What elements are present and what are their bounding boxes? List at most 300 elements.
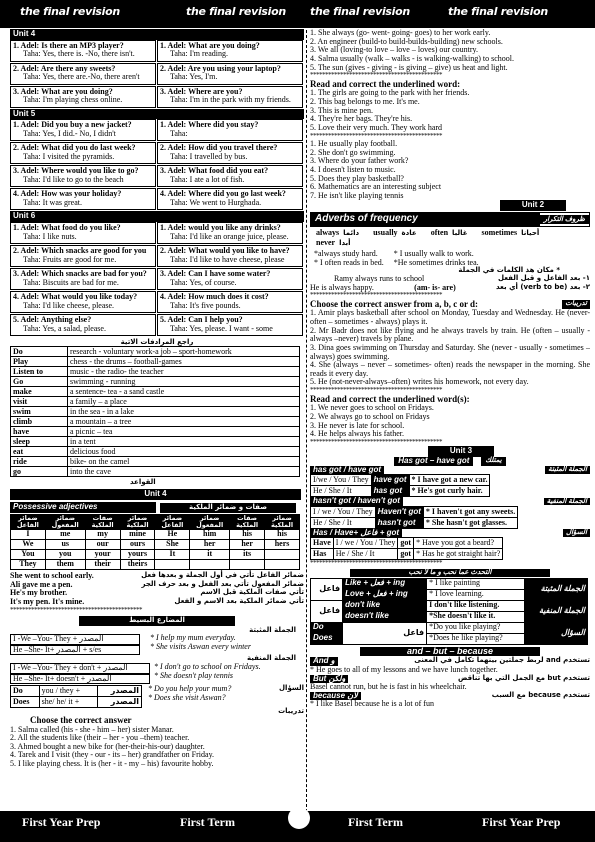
cell: I / we / You / They: [333, 538, 398, 549]
possessive-title-ar: صفات و ضمائر الملكية: [160, 503, 296, 513]
pronoun-cell: us: [45, 540, 85, 550]
table-header: ضمائر الفاعل: [155, 515, 190, 530]
rule-ar: تأتي صفات الملكية قبل الاسم: [200, 588, 304, 597]
exercise-item: 1. He usually play football.: [310, 139, 398, 149]
dialog-question: 2. Adel: Are there any sweets?: [13, 63, 116, 73]
exercise-item: 2. This bag belongs to me. It's me.: [310, 97, 420, 107]
verb-row: [11, 377, 300, 387]
table-header: ضمائر المفعول: [190, 515, 230, 530]
cell: has got: [371, 486, 409, 497]
pronoun-cell: She: [155, 540, 190, 550]
dialog-answer: Taha: We went to Hurghada.: [170, 197, 262, 207]
dialog-box: [10, 40, 156, 62]
conj-label: But ولكن: [310, 675, 348, 684]
footer-label: First Term: [348, 815, 403, 829]
cell: you / they +: [39, 686, 97, 697]
verb-cell: Do: [11, 347, 68, 357]
rule-head: hasn't got / haven't got: [310, 497, 403, 506]
dialog-answer: Taha: It's five pounds.: [170, 300, 241, 310]
question-label: السؤال: [563, 529, 590, 537]
exercise-item: 4. I doesn't listen to music.: [310, 164, 396, 174]
dialog-row: [10, 314, 304, 337]
dialog-answer: Taha: I visited the pyramids.: [23, 151, 115, 161]
cell: السؤال: [524, 622, 587, 644]
dialog-answer: Taha: Biscuits are bad for me.: [23, 277, 119, 287]
exercise-list: [310, 29, 590, 72]
collocation-cell: in the sea - in a lake: [68, 407, 300, 417]
dialog-question: 2. Adel: What did you do last week?: [13, 143, 136, 153]
example: It's my pen. It's mine.: [10, 596, 85, 606]
example: *always study hard.: [314, 249, 378, 259]
dialog-answer: Taha: I like nuts.: [23, 231, 77, 241]
dialog-box: [10, 268, 156, 290]
exercise-item: 7. He isn't like playing tennis: [310, 190, 404, 200]
dialog-answer: Taha: Yes, please. I want - some: [170, 323, 273, 333]
has-got-question-table: [310, 537, 503, 560]
dialog-row: [10, 40, 304, 63]
verb-row: [11, 457, 300, 467]
dialog-question: 4. Adel: How was your holiday?: [13, 189, 122, 199]
cell: don't like: [343, 600, 427, 611]
cell: He / She / It: [333, 549, 398, 560]
divider-stars: ********************************************: [310, 438, 442, 446]
rule-line: He –She- It+ doesn't + المصدر: [10, 674, 150, 685]
cell: المصدر: [97, 686, 141, 697]
dialog-box: [157, 268, 303, 290]
verbs-title: راجع المرادفات الاتية: [120, 337, 194, 346]
conj-label: because لان: [310, 692, 361, 701]
pronoun-cell: him: [190, 530, 230, 540]
present-simple-title: المضارع البسيط: [79, 616, 235, 626]
conj-rule: تستخدم but مع الجمل التي بها تناقض: [457, 673, 590, 682]
verb-row: [11, 427, 300, 437]
dialog-question: 5. Adel: Can I help you?: [160, 314, 243, 324]
verb-row: [11, 367, 300, 377]
cell: doesn't like: [343, 611, 427, 622]
has-got-affirm-table: [310, 474, 490, 497]
dialog-question: 3. Adel: Can I have some water?: [160, 268, 271, 278]
dialog-box: [10, 142, 156, 164]
pronoun-cell: her: [190, 540, 230, 550]
dialog-answer: Taha: I'd like to have cheese, please: [170, 254, 285, 264]
adverbs-list: [310, 227, 590, 250]
cell: she/ he/ it +: [39, 697, 97, 708]
conj-label: And و: [310, 657, 338, 666]
verb-row: [11, 347, 300, 357]
unit-label: Unit 6: [10, 211, 304, 222]
cell: * She hasn't got glasses.: [423, 517, 517, 528]
pronoun-cell: It: [155, 550, 190, 560]
conj-title: and – but – because: [360, 647, 540, 657]
rule-line: I -We –You- They + don't + المصدر: [10, 663, 150, 674]
divider-stars: ********************************************: [310, 132, 442, 140]
unit-label: Unit 3: [428, 446, 494, 457]
exercise-item: 3. This is mine pen.: [310, 105, 373, 115]
pronoun-cell: its: [230, 550, 265, 560]
adverb: never: [316, 238, 336, 248]
example: * I usually walk to work.: [393, 249, 474, 259]
exercise-item: 3. We all (loving-to love – love – loves) our country.: [310, 45, 478, 55]
exercise-item: 6. Mathematics are an interesting subject: [310, 182, 442, 192]
cell: *She doesn't like it.: [427, 611, 525, 622]
dialog-box: [10, 222, 156, 244]
example: * I often reads in bed.: [314, 257, 384, 267]
example: * Do you help your mum?: [148, 684, 232, 694]
has-got-title-ar: يمتلك: [481, 457, 505, 466]
dialog-box: [157, 245, 303, 267]
header-title: the final revision: [448, 5, 548, 18]
dialog-row: [10, 165, 304, 188]
exercise-item: 2. All the students like (their – her - you –them) teacher.: [10, 733, 190, 743]
cell: الجملة المثبتة: [524, 578, 587, 600]
dialog-answer: Taha: I ate a lot of fish.: [170, 174, 245, 184]
dialog-question: 1. Adel: What are you doing?: [160, 40, 260, 50]
example: * I help my mum everyday.: [150, 633, 236, 643]
collocation-cell: research - voluntary work-a job – sport-homework: [68, 347, 300, 357]
pronoun-cell: them: [45, 560, 85, 570]
example: Basel cannot run, but he is fast in his wheelchair.: [310, 682, 467, 692]
example: * I don't go to school on Fridays.: [154, 662, 261, 672]
adverbs-title-ar: ظروف التكرار: [540, 215, 589, 225]
dialog-answer: Taha: Yes, of course.: [170, 277, 237, 287]
rule-example: He is always happy.: [310, 282, 374, 292]
verb-cell: have: [11, 427, 68, 437]
conj-rule: تستخدم and لربط جملتين بينهما تكامل في المعنى: [414, 656, 590, 665]
table-header: صفات الملكية: [85, 515, 120, 530]
cell: got: [398, 549, 414, 560]
rule-ar: تأتي ضمائر الملكية بعد الاسم و الفعل: [174, 596, 304, 605]
cell: Has: [311, 549, 334, 560]
dialog-question: 3. Adel: What are you doing?: [13, 86, 113, 96]
collocation-cell: chess - the drums – football-games: [68, 357, 300, 367]
unit-label: Unit 4: [10, 29, 304, 40]
exercise-item: 1. She always (go- went- going- goes) to her work early.: [310, 29, 491, 37]
affirm-label: الجملة المثبتة: [545, 466, 590, 474]
cell: Does: [11, 697, 40, 708]
header-title: the final revision: [186, 5, 286, 18]
dialog-answer: Taha: I'm in the park with my friends.: [170, 95, 291, 105]
dialog-box: [10, 86, 156, 108]
rule-ar: ضمائر الفاعل تأتي في أول الجملة و بعدها فعل: [141, 571, 304, 580]
table-header: صفات الملكية: [230, 515, 265, 530]
dialog-box: [157, 314, 303, 336]
divider-stars: ********************************************: [310, 387, 442, 395]
dialog-box: [157, 86, 303, 108]
dialog-box: [10, 188, 156, 210]
verb-cell: sleep: [11, 437, 68, 447]
cell: I / we / You / They: [311, 506, 376, 517]
dialog-question: 2. Adel: How did you travel there?: [160, 143, 278, 153]
verb-cell: go: [11, 467, 68, 477]
verb-cell: climb: [11, 417, 68, 427]
rule-line: I -We –You- They + المصدر: [10, 634, 140, 645]
exercise-list: [310, 140, 590, 200]
adverb-item: [373, 229, 417, 238]
dialog-question: 1. Adel: Did you buy a new jacket?: [13, 120, 132, 130]
unit-label: Unit 2: [500, 200, 566, 211]
cell: * Have you got a beard?: [414, 538, 503, 549]
verb-cell: Listen to: [11, 367, 68, 377]
exercise-item: 2. Mr Badr does not like flying and he always travels by train. He (often – usually - always –never) travels by plane.: [310, 325, 590, 344]
dialog-box: [10, 245, 156, 267]
pronoun-cell: your: [85, 550, 120, 560]
pronouns-table: [10, 514, 300, 570]
rule-head: Has / Have+ فاعل + got: [310, 529, 402, 538]
verb-cell: swim: [11, 407, 68, 417]
collocation-cell: a mountain – a tree: [68, 417, 300, 427]
likes-table: [310, 578, 588, 645]
left-column: [10, 29, 304, 809]
dialog-answer: Taha: It was great.: [23, 197, 82, 207]
pronoun-cell: We: [11, 540, 46, 550]
example-row: [10, 598, 304, 607]
example: * She visits Aswan every winter: [150, 641, 251, 651]
pronoun-row: [11, 560, 300, 570]
pronoun-cell: [190, 560, 230, 570]
exercise-item: 3. Ahmed bought a new bike for (her-their-his-our) daughter.: [10, 741, 205, 751]
cell: Have: [311, 538, 334, 549]
cell: * Has he got straight hair?: [414, 549, 503, 560]
rule-head: has got / have got: [310, 466, 384, 475]
exercise-list: [310, 309, 590, 387]
verb-row: [11, 417, 300, 427]
dialog-question: 1. Adel: would you like any drinks?: [160, 222, 281, 232]
exercise-item: 4. She (always – never – sometimes- often) reads the newspaper in the morning. She reads it every day.: [310, 360, 590, 378]
exercise-item: 2. An engineer (build-to build-builds-building) new schools.: [310, 36, 503, 46]
cell: * He's got curly hair.: [409, 486, 490, 497]
adverb: always: [316, 227, 340, 237]
rule-title: * مكان هذ الكلمات في الجملة: [458, 266, 560, 275]
exercise-item: 2. She don't go swimming.: [310, 147, 396, 157]
dialog-question: 1. Adel: Where did you stay?: [160, 120, 259, 130]
exercise-item: 1. The girls are going to the park with her friends.: [310, 88, 470, 98]
affirm-label: الجملة المثبتة: [249, 625, 296, 634]
pronoun-cell: They: [11, 560, 46, 570]
section-title: Read and correct the underlined word(s):: [310, 393, 470, 404]
dialog-answer: Taha: I'd like an orange juice, please.: [170, 231, 289, 241]
exercise-item: 5. I like playing chess. It is (her - it - my – his) favourite hobby.: [10, 759, 214, 769]
adverb-ar: عادة: [401, 228, 417, 237]
example: * She doesn't play tennis: [154, 670, 234, 680]
unit-dialogs: [10, 29, 304, 337]
question-table: [10, 685, 142, 708]
dialog-row: [10, 245, 304, 268]
dialog-row: [10, 142, 304, 165]
adverb-ar: أحيانا: [521, 228, 540, 237]
collocation-cell: a sentence- tea - a sand castle: [68, 387, 300, 397]
adverb: sometimes: [481, 227, 518, 237]
dialog-row: [10, 268, 304, 291]
cell: Love + فعل + ing: [343, 589, 427, 600]
table-header: ضمائر المفعول: [45, 515, 85, 530]
verb-row: [11, 357, 300, 367]
dialog-box: [157, 188, 303, 210]
exercise-item: 3. Dina goes swimming on Thursday and Saturday. She (never - usually - sometimes – always) goes swimming.: [310, 342, 590, 361]
exercise-list: [310, 404, 590, 439]
pronoun-cell: He: [155, 530, 190, 540]
exercise-item: 3. He never is late for school.: [310, 420, 405, 430]
dialog-question: 2. Adel: Which snacks are good for you: [13, 245, 147, 255]
verb-row: [11, 447, 300, 457]
dialog-box: [10, 314, 156, 336]
unit-label: Unit 4: [10, 489, 301, 500]
dialog-row: [10, 188, 304, 211]
dialog-question: 4. Adel: Where did you go last week?: [160, 189, 286, 199]
dialog-answer: Taha: I'm playing chess online.: [23, 95, 123, 105]
example: * I like Basel because he is a lot of fun: [310, 699, 434, 709]
pronoun-cell: their: [85, 560, 120, 570]
divider-stars: ********************************************: [310, 72, 442, 80]
table-header: ضمائر الفاعل: [11, 515, 46, 530]
example: Ali gave me a pen.: [10, 579, 73, 589]
section-title: Read and correct the underlined word:: [310, 78, 461, 89]
pronoun-cell: my: [85, 530, 120, 540]
dialog-answer: Taha: Yes, there is. -No, there isn't.: [23, 49, 135, 59]
cell: *Does he like playing?: [427, 633, 525, 644]
cell: Does: [311, 633, 343, 644]
rule-ar: ٢- بعد (verb to be) أي بعد: [496, 283, 590, 292]
dialog-box: [10, 63, 156, 85]
dialog-box: [157, 142, 303, 164]
verbs-table: [10, 346, 300, 477]
cell: فاعل: [311, 600, 343, 622]
adverb-ar: دائما: [343, 228, 360, 237]
cell: * I have got a new car.: [409, 475, 490, 486]
verb-row: [11, 397, 300, 407]
dialog-question: 2. Adel: Are you using your laptop?: [160, 63, 281, 73]
dialog-answer: Taha: Yes, I'm.: [170, 72, 218, 82]
adverb-item: [482, 229, 540, 238]
collocation-cell: into the cave: [68, 467, 300, 477]
divider-stars: ********************************************: [310, 292, 442, 300]
adverb-item: [316, 229, 359, 238]
table-header: ضمائر الملكية: [120, 515, 155, 530]
rule-line: He –She- It+ المصدر + s/es: [10, 645, 140, 656]
verb-cell: eat: [11, 447, 68, 457]
dialog-box: [157, 40, 303, 62]
exercise-item: 5. The sun (gives - giving - is giving – give) us heat and light.: [310, 62, 508, 72]
dialog-box: [10, 291, 156, 313]
adverb-item: [316, 239, 351, 248]
cell: Like + فعل + ing: [343, 578, 427, 589]
pronoun-cell: [265, 550, 300, 560]
dialog-answer: Taha: I'm reading.: [170, 49, 228, 59]
choose-title: Choose the correct answer: [30, 714, 132, 725]
pronoun-cell: her: [230, 540, 265, 550]
dialog-question: 1. Adel: Is there an MP3 player?: [13, 40, 124, 50]
dialog-box: [10, 165, 156, 187]
verb-row: [11, 407, 300, 417]
dialog-question: 3. Adel: What food did you eat?: [160, 166, 269, 176]
dialog-row: [10, 291, 304, 314]
cell: I/we / You / They: [311, 475, 372, 486]
dialog-question: 4. Adel: What would you like today?: [13, 291, 138, 301]
header-title: the final revision: [20, 5, 120, 18]
dialog-box: [157, 63, 303, 85]
exercise-item: 1. Salma called (his - she - him – her) sister Manar.: [10, 724, 174, 734]
pronoun-cell: ours: [120, 540, 155, 550]
collocation-cell: a picnic – tea: [68, 427, 300, 437]
adverb-ar: غالبا: [452, 228, 468, 237]
cell: * I like painting: [427, 578, 525, 589]
pronoun-row: [11, 530, 300, 540]
has-got-negative-table: [310, 506, 518, 529]
collocation-cell: a family – a place: [68, 397, 300, 407]
pronoun-cell: you: [45, 550, 85, 560]
dialog-box: [157, 165, 303, 187]
exercise-item: 4. He helps always his father.: [310, 429, 404, 439]
cell: He / She / It: [311, 486, 372, 497]
exercise-item: 3. Where do your father work?: [310, 156, 409, 166]
cell: فاعل: [311, 578, 343, 600]
cell: He / She / It: [311, 517, 376, 528]
cell: المصدر: [97, 697, 141, 708]
exercise-list: [310, 89, 590, 132]
section-title: Choose the correct answer from a, b, c or d:: [310, 298, 479, 309]
pronoun-row: [11, 540, 300, 550]
divider-stars: ********************************************: [310, 560, 442, 568]
pronoun-cell: hers: [265, 540, 300, 550]
verb-row: [11, 467, 300, 477]
grammar-title: القواعد: [130, 478, 156, 487]
dialog-box: [10, 119, 156, 141]
drills-label: تدريبات: [278, 707, 304, 716]
dialog-answer: Taha:: [170, 128, 188, 138]
verb-cell: Play: [11, 357, 68, 367]
possessive-title: Possessive adjectives: [10, 502, 156, 513]
cell: Do: [311, 622, 343, 633]
divider-stars: ********************************************: [10, 606, 142, 614]
cell: got: [398, 538, 414, 549]
pronoun-cell: it: [190, 550, 230, 560]
header-bar: [0, 0, 595, 28]
exercise-item: 5. Does they play basketball?: [310, 173, 404, 183]
dialog-answer: Taha: Yes, a salad, please.: [23, 323, 106, 333]
dialog-answer: Taha: Yes, I did.- No, I didn't: [23, 128, 116, 138]
rule-ar: ١- بعد الفاعل و قبل الفعل: [497, 273, 590, 282]
footer-label: First Term: [180, 815, 235, 829]
dialog-question: 3. Adel: Which snacks are bad for you?: [13, 268, 147, 278]
verb-row: [11, 387, 300, 397]
exercise-item: 1. Amir plays basketball after school on Monday, Tuesday and Wednesday. He (never- often – sometimes - always) plays it.: [310, 308, 590, 327]
rule-note: (am- is- are): [414, 282, 456, 292]
right-column: [310, 29, 590, 809]
verb-cell: ride: [11, 457, 68, 467]
pronoun-cell: You: [11, 550, 46, 560]
verb-cell: Go: [11, 377, 68, 387]
dialog-answer: Taha: Yes, there are.-No, there aren't: [23, 72, 140, 82]
dialog-question: 5. Adel: Anything else?: [13, 314, 92, 324]
unit-label: Unit 5: [10, 109, 304, 120]
dialog-box: [157, 222, 303, 244]
header-title: the final revision: [310, 5, 410, 18]
example: He's my brother.: [10, 588, 68, 598]
cell: * I love learning.: [427, 589, 525, 600]
example: * He goes to all of my lessons and we have lunch together.: [310, 664, 498, 674]
dialog-answer: Taha: I'd like to go to the beach: [23, 174, 124, 184]
dialog-box: [157, 291, 303, 313]
exercise-item: 1. We never goes to school on Fridays.: [310, 403, 434, 413]
collocation-cell: swimming - running: [68, 377, 300, 387]
cell: Haven't got: [375, 506, 423, 517]
cell: I don't like listening.: [427, 600, 525, 611]
pronoun-cell: I: [11, 530, 46, 540]
collocation-cell: delicious food: [68, 447, 300, 457]
cell: Do: [11, 686, 40, 697]
pronoun-cell: [155, 560, 190, 570]
dialog-question: 3. Adel: Where would you like to go?: [13, 166, 139, 176]
pronoun-cell: [230, 560, 265, 570]
